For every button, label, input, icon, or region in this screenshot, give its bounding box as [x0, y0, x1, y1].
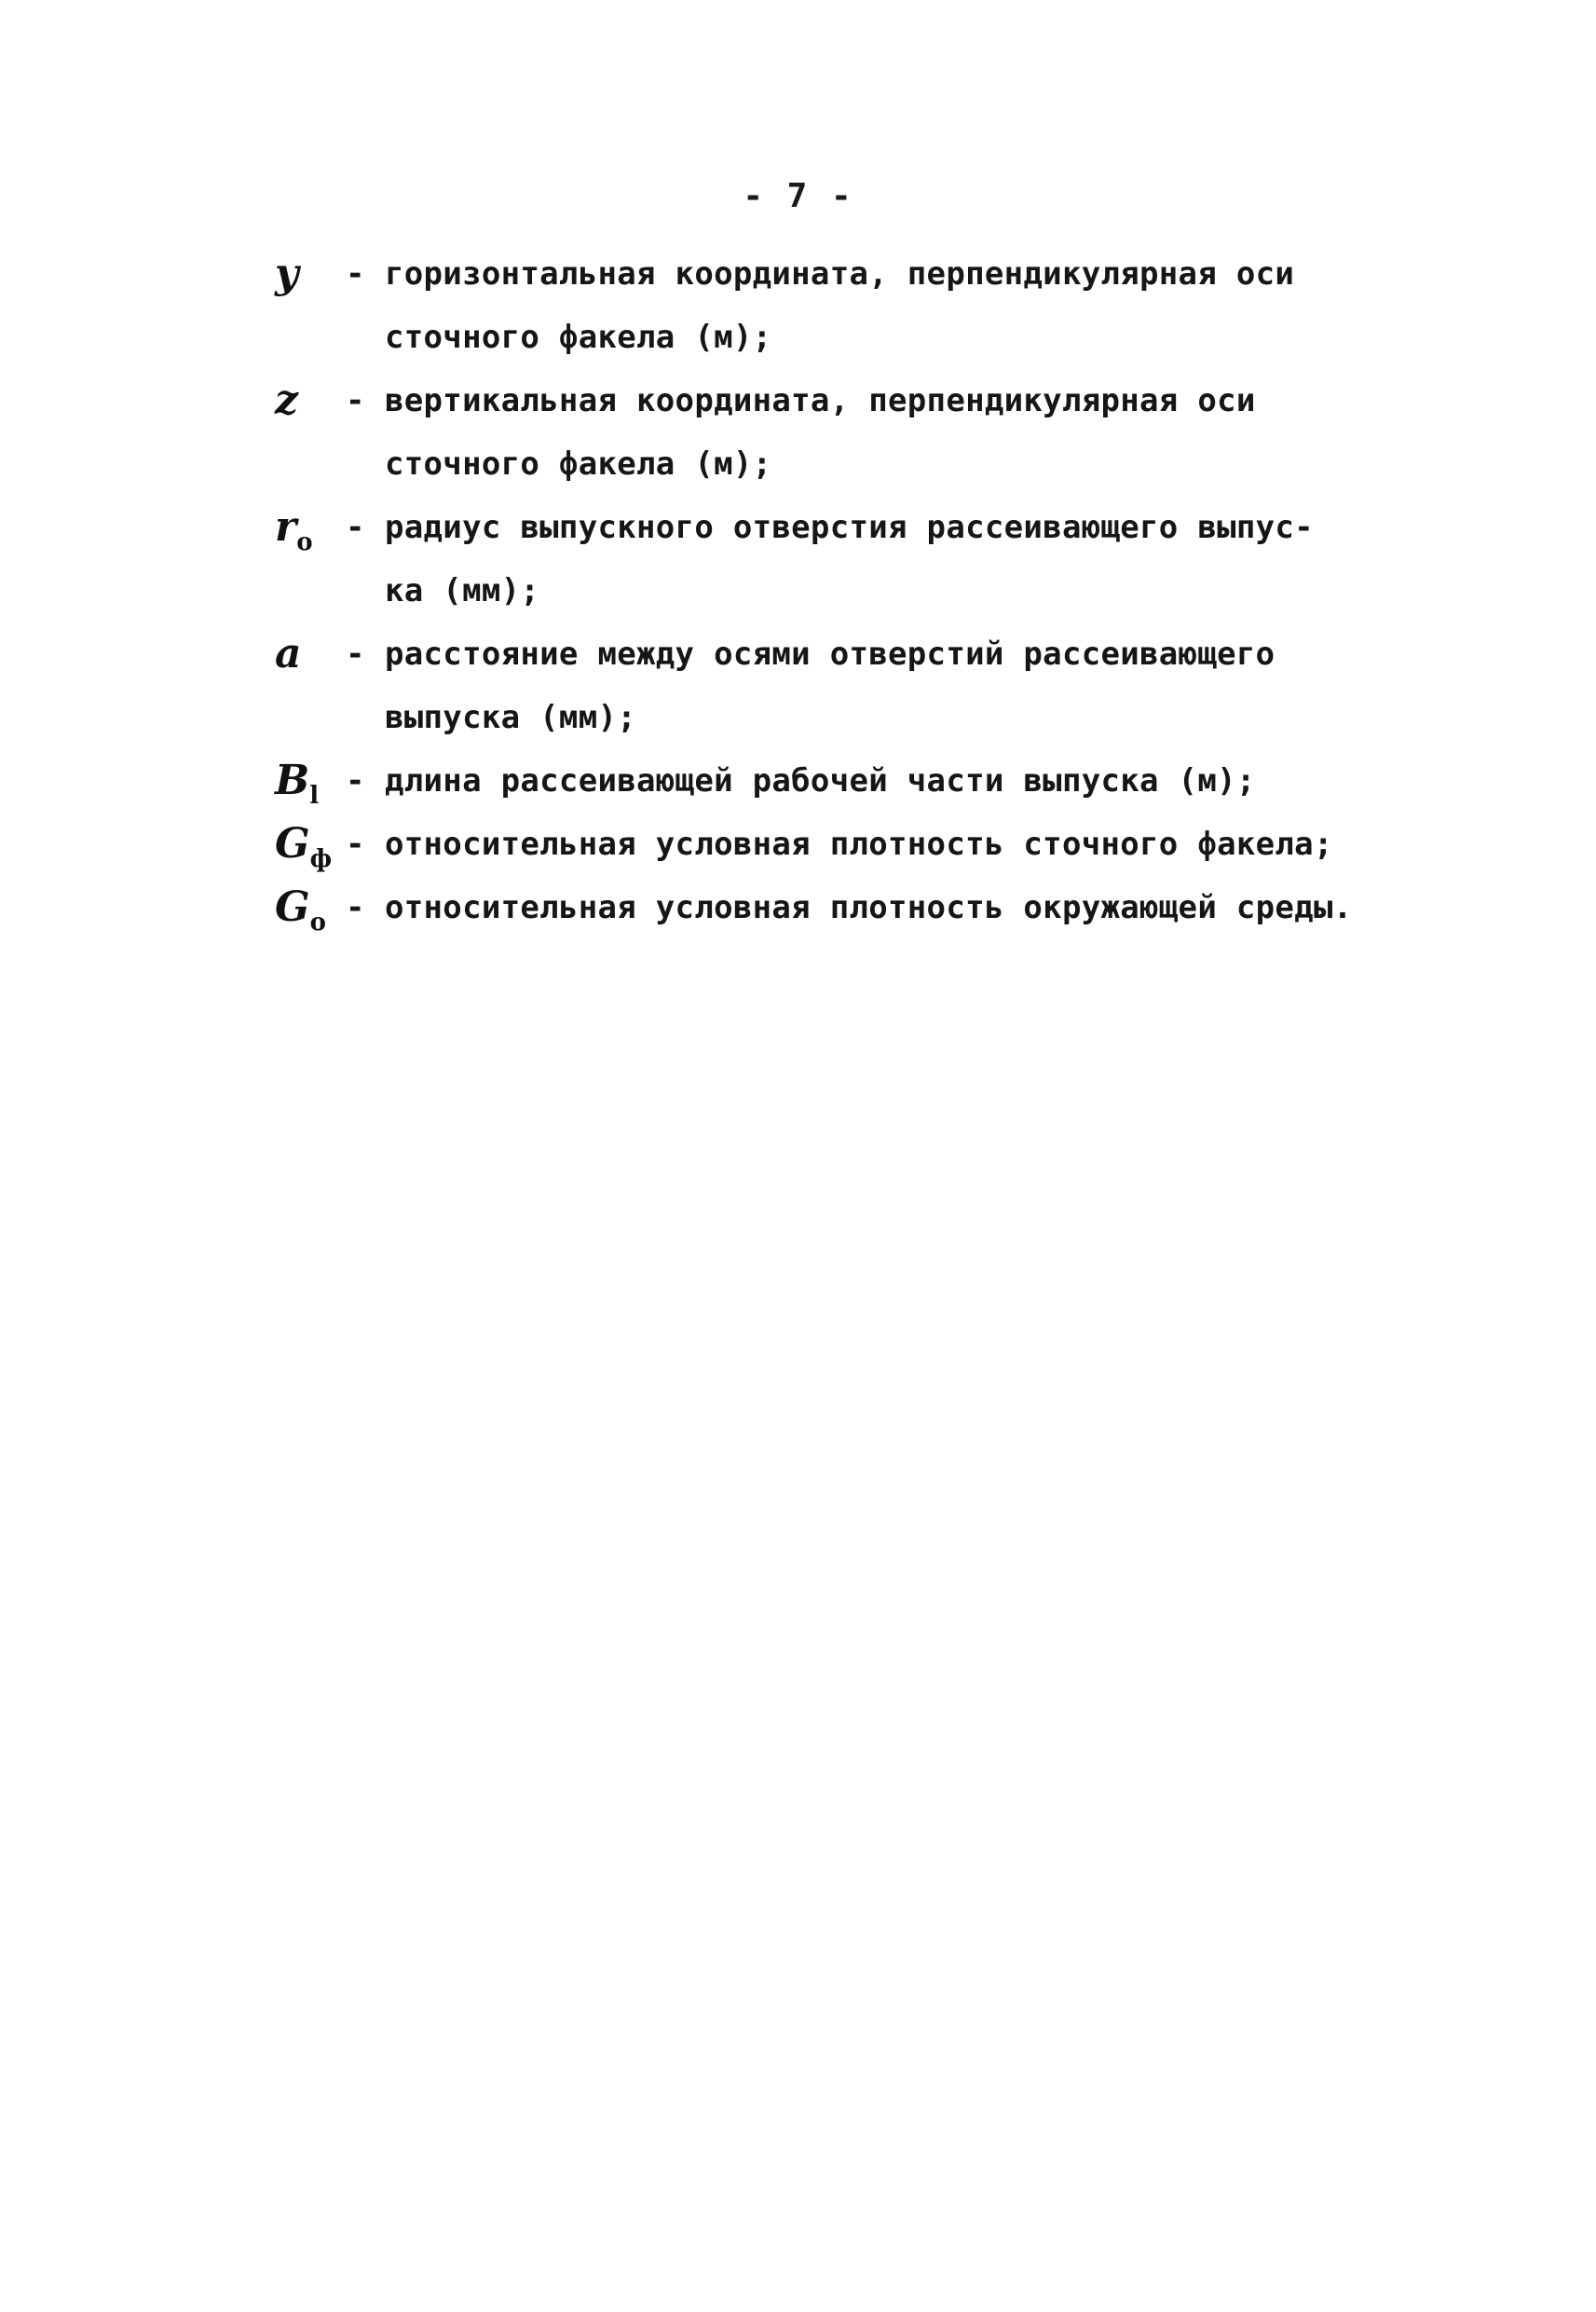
definition-dash: - [346, 382, 365, 419]
definition-item [275, 496, 1439, 622]
definition-symbol: y [275, 250, 299, 297]
definition-item [275, 622, 1439, 749]
definition-dash: - [346, 889, 365, 926]
definition-line: расстояние между осями отверстий рассеивающего [385, 636, 1275, 673]
definition-symbol: a [275, 630, 302, 677]
definition-line: вертикальная координата, перпендикулярная оси [385, 382, 1256, 419]
definition-symbol: $G_ф$ [275, 820, 333, 873]
definition-line: сточного факела (м); [385, 445, 772, 483]
definition-dash: - [346, 636, 365, 673]
definition-symbol: $B_l$ [275, 757, 320, 810]
definition-item [275, 749, 1439, 813]
definition-item [275, 242, 1439, 369]
definition-item [275, 369, 1439, 496]
definition-dash: - [346, 255, 365, 293]
definition-line: горизонтальная координата, перпендикулярная оси [385, 255, 1295, 293]
definition-dash: - [346, 509, 365, 546]
definition-line: относительная условная плотность сточного факела; [385, 826, 1333, 863]
definition-line: выпуска (мм); [385, 699, 637, 736]
definitions-list [275, 242, 1439, 939]
definition-dash: - [346, 826, 365, 863]
definition-line: радиус выпускного отверстия рассеивающего выпус- [385, 509, 1314, 546]
page-number: - 7 - [743, 177, 853, 215]
definition-symbol: $r_o$ [275, 503, 313, 556]
definition-line: ка (мм); [385, 572, 540, 609]
definition-line: длина рассеивающей рабочей части выпуска (м); [385, 762, 1256, 800]
definition-symbol: $G_o$ [275, 883, 326, 937]
definition-line: относительная условная плотность окружающей среды. [385, 889, 1353, 926]
definition-line: сточного факела (м); [385, 319, 772, 356]
definition-item [275, 813, 1439, 876]
definition-item [275, 876, 1439, 939]
definition-symbol: z [275, 376, 298, 424]
definition-dash: - [346, 762, 365, 800]
